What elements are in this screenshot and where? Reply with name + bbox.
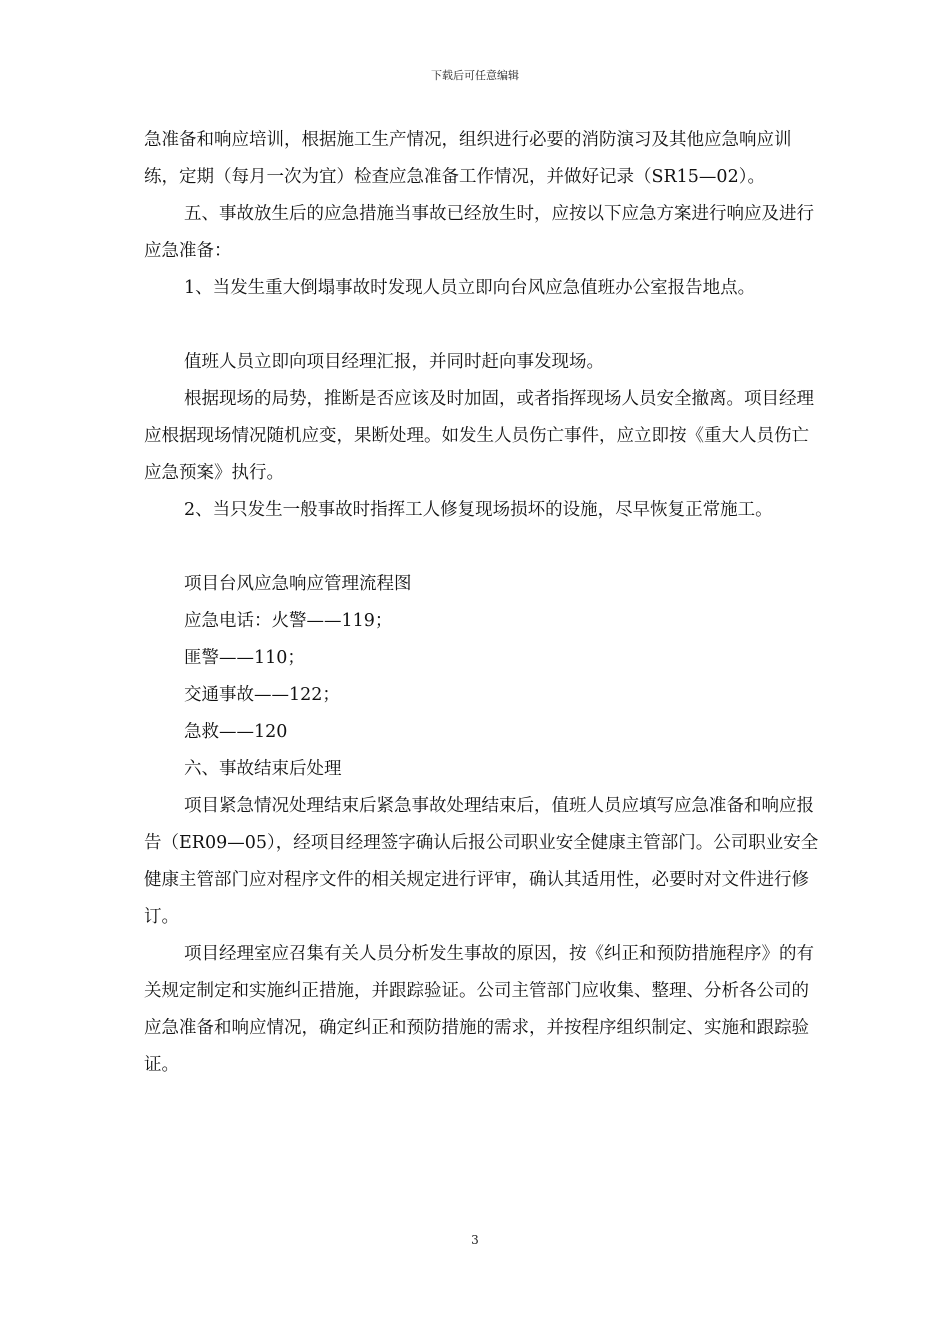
page-header: 下载后可任意编辑 xyxy=(431,69,519,82)
paragraph-after-incident: 项目紧急情况处理结束后紧急事故处理结束后，值班人员应填写应急准备和响应报告（ER09—05），经项目经理签字确认后报公司职业安全健康主管部门。公司职业安全健康主管部门应对程序文件的相关规定进行评审，确认其适用性，必要时对文件进行修订。 xyxy=(144,796,819,927)
phone-traffic: 交通事故——122； xyxy=(184,685,340,705)
phone-police: 匪警——110； xyxy=(184,648,305,668)
document-body xyxy=(144,122,824,1084)
section-six-heading: 六、事故结束后处理 xyxy=(184,759,342,779)
paragraph-item-2: 2、当只发生一般事故时指挥工人修复现场损坏的设施，尽早恢复正常施工。 xyxy=(184,500,773,520)
phone-ambulance: 急救——120 xyxy=(184,722,288,742)
blank-line xyxy=(144,529,824,566)
blank-line xyxy=(144,307,824,344)
paragraph-situation: 根据现场的局势，推断是否应该及时加固，或者指挥现场人员安全撤离。项目经理应根据现场情况随机应变，果断处理。如发生人员伤亡事件，应立即按《重大人员伤亡应急预案》执行。 xyxy=(144,389,814,483)
paragraph-section-five: 五、事故放生后的应急措施当事故已经放生时，应按以下应急方案进行响应及进行应急准备： xyxy=(144,204,814,261)
page-number: 3 xyxy=(471,1233,479,1247)
paragraph-continuation: 急准备和响应培训，根据施工生产情况，组织进行必要的消防演习及其他应急响应训练，定期（每月一次为宜）检查应急准备工作情况，并做好记录（SR15—02）。 xyxy=(144,130,792,187)
paragraph-duty-report: 值班人员立即向项目经理汇报，并同时赶向事发现场。 xyxy=(184,352,604,372)
phone-fire: 应急电话：火警——119； xyxy=(184,611,393,631)
paragraph-flowchart-title: 项目台风应急响应管理流程图 xyxy=(184,574,412,594)
paragraph-corrective-actions: 项目经理室应召集有关人员分析发生事故的原因，按《纠正和预防措施程序》的有关规定制定和实施纠正措施，并跟踪验证。公司主管部门应收集、整理、分析各公司的应急准备和响应情况，确定纠正和预防措施的需求，并按程序组织制定、实施和跟踪验证。 xyxy=(144,944,814,1075)
paragraph-item-1: 1、当发生重大倒塌事故时发现人员立即向台风应急值班办公室报告地点。 xyxy=(184,278,756,298)
